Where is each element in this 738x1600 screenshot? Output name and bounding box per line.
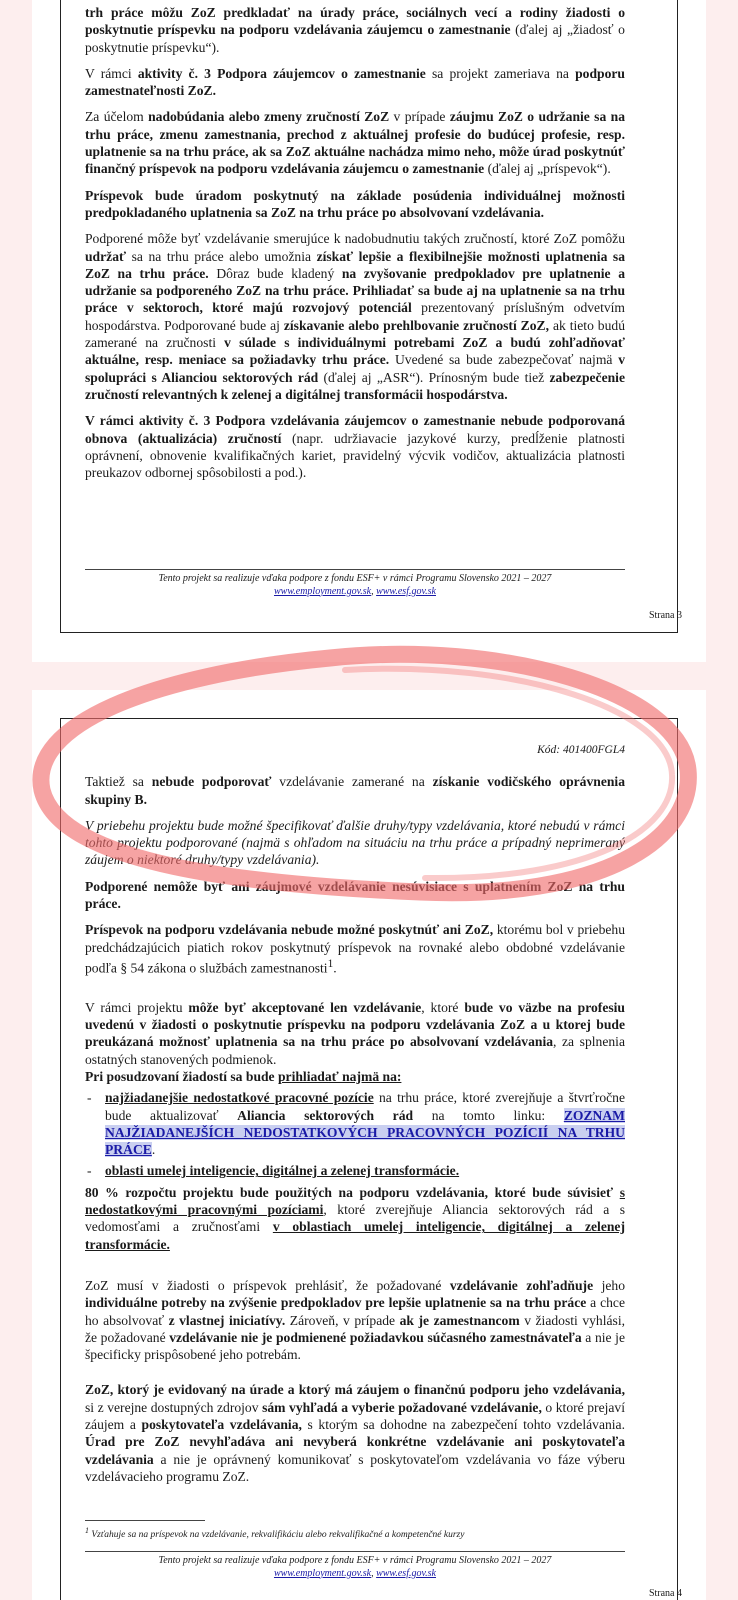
paragraph: Príspevok bude úradom poskytnutý na základe posúdenia individuálnej možnosti predpokladaného uplatnenia sa ZoZ na trhu práce po absolvovaní vzdelávania.	[85, 187, 625, 220]
footer-link-esf[interactable]: www.esf.gov.sk	[376, 1567, 436, 1579]
paragraph: V priebehu projektu bude možné špecifikovať ďalšie druhy/typy vzdelávania, ktoré nebudú v rámci tohto projektu podporované (najmä s ohľadom na situáciu na trhu práce a prípadný neprimeraný záujem o niektoré druhy/typy vzdelávania).	[85, 817, 625, 868]
footnote: $^1$ Vzťahuje sa na príspevok na vzdelávanie, rekvalifikáciu alebo rekvalifikačné a kompetenčné kurzy	[85, 1526, 465, 1541]
paragraph: Taktiež sa nebude podporovať vzdelávanie zamerané na získanie vodičského oprávnenia skupiny B.	[85, 774, 625, 807]
footer-text: Tento projekt sa realizuje vďaka podpore z fondu ESF+ v rámci Programu Slovensko 2021 – 2027	[158, 573, 552, 584]
paragraph: V rámci projektu môže byť akceptované len vzdelávanie, ktoré bude vo väzbe na profesiu uvedenú v žiadosti o poskytnutie príspevku na podporu vzdelávania ZoZ a u ktorej bude preukázaná možnosť uplatnenia sa na trhu práce po absolvovaní vzdelávania, za splnenia ostatných stanovených podmienok.	[85, 999, 625, 1067]
paragraph: Pri posudzovaní žiadostí sa bude prihliadať najmä na:	[85, 1068, 402, 1084]
footer-link-employment[interactable]: www.employment.gov.sk	[273, 1567, 372, 1579]
paragraph: trh práce môžu ZoZ predkladať na úrady práce, sociálnych vecí a rodiny žiadosti o poskytnutie príspevku na podporu vzdelávania záujemcu o zamestnanie (ďalej aj „žiadosť o poskytnutie príspevku“).	[85, 5, 625, 55]
footnote-rule	[85, 1520, 205, 1521]
list-item: - najžiadanejšie nedostatkové pracovné pozície na trhu práce, ktoré zverejňuje a štvrťročne bude aktualizovať Aliancia sektorových rád na tomto linku: ZOZNAM NAJŽIADANEJŠÍCH NEDOSTATKOVÝCH PRACOVNÝCH POZÍCIÍ NA TRHU PRÁCE.	[85, 1089, 625, 1158]
page-4-footer: Tento projekt sa realizuje vďaka podpore z fondu ESF+ v rámci Programu Slovensko 2021 – 2027 www.employment.gov.sk, www.esf.gov.sk	[85, 1555, 625, 1580]
paragraph: Podporené nemôže byť ani záujmové vzdelávanie nesúvisiace s uplatnením ZoZ na trhu práce.	[85, 878, 625, 912]
paragraph: Podporené môže byť vzdelávanie smerujúce k nadobudnutiu takých zručností, ktoré ZoZ pomôžu udržať sa na trhu práce alebo umožnia získať lepšie a flexibilnejšie možnosti uplatnenia sa ZoZ na trhu práce. Dôraz bude kladený na zvyšovanie predpokladov pre uplatnenie a udržanie sa podporeného ZoZ na trhu práce. Prihliadať sa bude aj na uplatnenie sa na trhu práce v sektoroch, ktoré majú rozvojový potenciál prezentovaný príslušným odvetvím hospodárstva. Podporované bude aj získavanie alebo prehlbovanie zručností ZoZ, ak tieto budú zamerané na zručnosti v súlade s individuálnymi potrebami ZoZ a budú zohľadňovať aktuálne, resp. meniace sa požiadavky trhu práce. Uvedené sa bude zabezpečovať najmä v spolupráci s Alianciou sektorových rád (ďalej aj „ASR“). Prínosným bude tiež zabezpečenie zručností relevantných k zelenej a digitálnej transformácii hospodárstva.	[85, 231, 626, 402]
document-code: Kód: 401400FGL4	[537, 744, 625, 756]
paragraph: Príspevok na podporu vzdelávania nebude možné poskytnúť ani ZoZ, ktorému bol v priebehu predchádzajúcich piatich rokov poskytnutý príspevok na rovnaké alebo obdobné vzdelávanie podľa § 54 zákona o službách zamestnanosti$^1$.	[85, 922, 626, 976]
page-3-body	[85, 4, 625, 490]
paragraph: ZoZ musí v žiadosti o príspevok prehlásiť, že požadované vzdelávanie zohľadňuje jeho individuálne potreby na zvýšenie predpokladov pre lepšie uplatnenie sa na trhu práce a chce ho absolvovať z vlastnej iniciatívy. Zároveň, v prípade ak je zamestnancom v žiadosti vyhlási, že požadované vzdelávanie nie je podmienené požiadavkou súčasného zamestnávateľa a nie je špecificky prispôsobené jeho potrebám.	[85, 1277, 625, 1363]
zoznam-link[interactable]: ZOZNAM NAJŽIADANEJŠÍCH NEDOSTATKOVÝCH PRACOVNÝCH POZÍCIÍ NA TRHU PRÁCE	[105, 1107, 625, 1158]
paragraph: ZoZ, ktorý je evidovaný na úrade a ktorý má záujem o finančnú podporu jeho vzdelávania, si z verejne dostupných zdrojov sám vyhľadá a vyberie požadované vzdelávanie, o ktoré prejaví záujem a poskytovateľa vzdelávania, s ktorým sa dohodne na zabezpečení tohto vzdelávania. Úrad pre ZoZ nevyhľadáva ani nevyberá konkrétne vzdelávanie ani poskytovateľa vzdelávania a nie je oprávnený komunikovať s poskytovateľom vzdelávania vo fáze výberu vzdelávacieho programu ZoZ.	[85, 1382, 625, 1484]
footer-link-employment[interactable]: www.employment.gov.sk	[273, 585, 372, 597]
paragraph: V rámci aktivity č. 3 Podpora vzdelávania záujemcov o zamestnanie nebude podporovaná obnova (aktualizácia) zručností (napr. udržiavacie jazykové kurzy, predĺženie platnosti oprávnení, obnovenie kvalifikačných kariet, pravidelný výcvik vodičov, aktualizácia platnosti preukazov odbornej spôsobilosti a pod.).	[85, 413, 625, 481]
criteria-list	[85, 1089, 625, 1179]
footer-text: Tento projekt sa realizuje vďaka podpore z fondu ESF+ v rámci Programu Slovensko 2021 – 2027	[158, 1555, 552, 1566]
page-number: Strana 4	[648, 1588, 682, 1599]
footer-rule	[85, 569, 625, 570]
list-item: - oblasti umelej inteligencie, digitálnej a zelenej transformácie.	[85, 1162, 625, 1179]
paragraph: 80 % rozpočtu projektu bude použitých na podporu vzdelávania, ktoré bude súvisieť s nedostatkovými pracovnými pozíciami, ktoré zverejňuje Aliancia sektorových rád a s vedomosťami a zručnosťami v oblastiach umelej inteligencie, digitálnej a zelenej transformácie.	[85, 1184, 625, 1252]
paragraph: V rámci aktivity č. 3 Podpora záujemcov o zamestnanie sa projekt zameriava na podporu zamestnateľnosti ZoZ.	[85, 65, 625, 99]
footer-rule	[85, 1551, 625, 1552]
page-3-footer: Tento projekt sa realizuje vďaka podpore z fondu ESF+ v rámci Programu Slovensko 2021 – 2027 www.employment.gov.sk, www.esf.gov.sk	[85, 573, 625, 598]
paragraph: Za účelom nadobúdania alebo zmeny zručností ZoZ v prípade záujmu ZoZ o udržanie sa na trhu práce, zmenu zamestnania, prechod z aktuálnej profesie do budúcej profesie, resp. uplatnenie sa na trhu práce, ak sa ZoZ aktuálne nachádza mimo neho, môže úrad poskytnúť finančný príspevok na podporu vzdelávania záujemcu o zamestnanie (ďalej aj „príspevok“).	[85, 109, 625, 177]
page-4-body	[85, 742, 625, 1494]
page-number: Strana 3	[648, 610, 682, 621]
footer-link-esf[interactable]: www.esf.gov.sk	[376, 585, 436, 597]
